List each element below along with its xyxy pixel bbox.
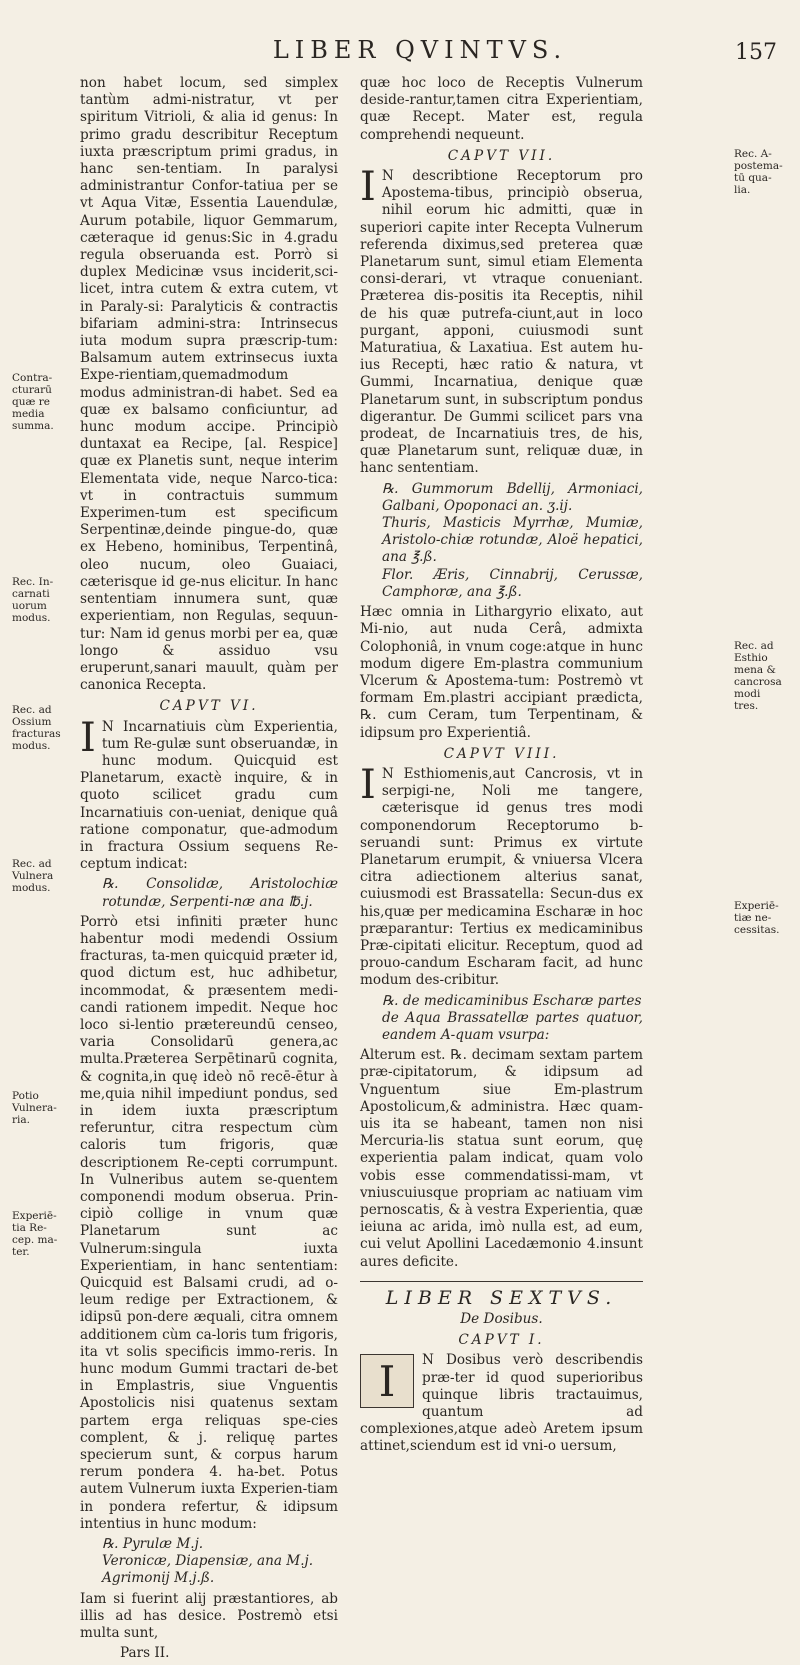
text-line: Veronicæ, Diapensiæ, ana M.j.: [102, 1553, 314, 1570]
text-line: Rec. A-: [734, 148, 772, 160]
text-line: cancrosa: [734, 676, 782, 688]
text-line: lia.: [734, 184, 751, 196]
ornamental-initial: I: [360, 1354, 414, 1408]
text-line: ter.: [12, 1246, 30, 1258]
section-divider: [360, 1281, 643, 1282]
chapter-heading: CAPVT VI.: [159, 698, 259, 715]
text-line: Thuris, Masticis Myrrhæ, Mumiæ, Aristolo-chiæ rotundæ, Aloë hepatici, ana ℥.ß.: [382, 515, 643, 566]
text-line: summa.: [12, 420, 54, 432]
text-line: Esthio: [734, 652, 768, 664]
text-line: media: [12, 408, 45, 420]
margin-note-esthiomena: [734, 640, 792, 712]
text-line: modi: [734, 688, 761, 700]
text-line: tū qua-: [734, 172, 772, 184]
text-line: Vulnera-: [12, 1102, 57, 1114]
book-title: LIBER SEXTVS.: [385, 1286, 618, 1309]
drop-capital: I: [80, 714, 96, 761]
text-line: Rec. ad: [12, 704, 52, 716]
text-line: tia Re-: [12, 1222, 47, 1234]
text-line: tiæ ne-: [734, 912, 772, 924]
text-line: Experiē-: [12, 1210, 57, 1222]
margin-note-vulnera: [12, 858, 70, 894]
margin-note-experientia: [12, 1210, 70, 1258]
recipe: [360, 481, 643, 601]
text-line: ℞. de medicaminibus Escharæ partes: [382, 992, 642, 1009]
margin-note-fracturas: [12, 704, 70, 752]
text-line: Rec. In-: [12, 576, 54, 588]
chapter-heading: CAPVT VII.: [447, 147, 556, 164]
text-line: cep. ma-: [12, 1234, 58, 1246]
text-line: Ossium: [12, 716, 52, 728]
text-line: fracturas: [12, 728, 61, 740]
paragraph: I N Esthiomenis,aut Cancrosis, vt in serpigi-ne, Noli me tangere, cæterisque id genus tres modi componendorum Receptorumo b-seruandi sunt: Primus ex virtute Planetarum erumpit, & vniuersa Vlcera citra adiectionem alterius sanat, cuiusmodi est Brassatella: Secun-dus ex his,quæ per medicamina Escharæ in hoc præparantur: Tertius ex medicaminibus Præ-cipitati elicitur. Receptum, quod ad prouo-candum Escharam facit, ad hunc modum des-cribitur.: [360, 761, 643, 989]
book-subtitle: De Dosibus.: [460, 1311, 543, 1328]
right-column: [360, 75, 643, 1459]
drop-capital: I: [360, 164, 376, 211]
chapter-heading: CAPVT VIII.: [443, 745, 560, 762]
recipe: [80, 1536, 338, 1588]
margin-note-potio: [12, 1090, 70, 1126]
paragraph: I N describtione Receptorum pro Apostema-tibus, principiò obserua, nihil eorum hic admitti, quæ in superiori capite inter Recepta Vulnerum referenda diximus,sed preterea quæ Planetarum sunt, simul etiam Elementa consi-derari, vt vtraque conueniant. Præterea dis-positis ita Receptis, nihil de his quæ putrefa-ciunt,aut in loco purgant, apponi, cuiusmodi sunt Maturatiua, & Laxatiua. Est autem hu-ius Recepti, hæc ratio & natura, vt Gummi, Incarnatiua, denique quæ Planetarum sunt, in subscriptum pondus digerantur. De Gummi scilicet pars vna prodeat, de Incarnatiuis tres, de his, quæ Planetarum sunt, reliquæ duæ, in hanc sententiam.: [360, 164, 643, 477]
recipe: ℞. Consolidæ, Aristolochiæ rotundæ, Serpenti-næ ana ℔.j.: [102, 876, 338, 910]
text-line: Flor. Æris, Cinnabrij, Cerussæ, Camphoræ, ana ℥.ß.: [382, 566, 643, 600]
text-line: de Aqua Brassatellæ partes quatuor, eandem A-quam vsurpa:: [382, 1009, 643, 1043]
paragraph: Hæc omnia in Lithargyrio elixato, aut Mi-nio, aut nuda Cerâ, admixta Colophoniâ, in vnum coge:atque in hunc modum digere Em-plastra communium Vlcerum & Apostema-tum: Postremò vt formam Em.plastri accipiant prædicta, ℞. cum Ceram, tum Terpentinam, & idipsum pro Experientiâ.: [360, 604, 643, 741]
paragraph: Iam si fuerint alij præstantiores, ab illis ad has desice. Postremò etsi multa sunt,: [80, 1590, 338, 1642]
text-line: cturarū: [12, 384, 52, 396]
text-line: Experiē-: [734, 900, 779, 912]
text-line: ℞. Gummorum Bdellij, Armoniaci, Galbani, Opoponaci an. ʒ.ij.: [382, 480, 643, 514]
text-line: postema-: [734, 160, 783, 172]
page-number: 157: [735, 40, 777, 65]
drop-capital: I: [360, 761, 376, 808]
text-line: quæ re: [12, 396, 50, 408]
paragraph: I N Incarnatiuis cùm Experientia, tum Re-gulæ sunt obseruandæ, in hunc modum. Quicquid est Planetarum, exactè inquire, & in quoto scilicet gradu cum Incarnatiuis con-ueniat, denique quâ ratione componatur, que-admodum in fractura Ossium sequens Re-ceptum indicat:: [80, 714, 338, 873]
text-line: modus.: [12, 882, 51, 894]
paragraph: I N Dosibus verò describendis præ-ter id quod superioribus quinque libris tractauimus, quantum ad complexiones,atque adeò Aretem ipsum attinet,sciendum est id vni-o uersum,: [360, 1352, 643, 1455]
paragraph: Porrò etsi infiniti præter hunc habentur modi medendi Ossium fracturas, ta-men quicquid præter id, quod dictum est, huc adhibetur, incommodat, & præsentem medi-candi rationem impedit. Neque hoc loco si-lentio prætereundū censeo, varia Consolidarū genera,ac multa.Præterea Serpētinarū cognita, & cognita,in quę ideò nō recē-ētur à me,quia nihil impediunt pondus, sed in idem iuxta præscriptum referuntur, citra respectum cùm caloris tum frigoris, quæ descriptionem Re-cepti corrumpunt. In Vulneribus autem se-quentem componendi modum obserua. Prin-cipiò collige in vnum quæ Planetarum sunt ac Vulnerum:singula iuxta Experientiam, in hanc sententiam: Quicquid est Balsami crudi, ad o-leum redige per Extractionem, & idipsū pon-dere æquali, citra omnem additionem cùm ca-loris tum frigoris, ita vt solis specificis immo-reris. In hunc modum Gummi tractari de-bet in Emplastris, siue Vnguentis Apostolicis nisi quatenus sextam partem erga reliquas spe-cies complent, & j. reliquę partes specierum sunt, & corpus harum rerum pondera 4. ha-bet. Potus autem Vulnerum iuxta Experien-tiam in pondera refertur, & idipsum intentius in hunc modum:: [80, 913, 338, 1532]
text-line: Contra-: [12, 372, 53, 384]
margin-note-apostemata: [734, 148, 792, 196]
recipe: [360, 993, 643, 1045]
paragraph: non habet locum, sed simplex tantùm admi-nistratur, vt per spiritum Vitrioli, & alia id genus: In primo gradu describitur Receptum iuxta præscriptum primi gradus, in hanc sen-tentiam. In paralysi administrantur Confor-tatiua per se vt Aqua Vitæ, Essentia Lauendulæ, Aurum potabile, liquor Gemmarum, cæteraque id genus:Sic in 4.gradu regula obseruanda est. Porrò si duplex Medicinæ vsus inciderit,sci-licet, intra cutem & extra cutem, vt in Paraly-si: Paralyticis & contractis bifariam admini-stra: Intrinsecus iuta modum supra præscrip-tum: Balsamum autem extrinsecus iuxta Expe-rientiam,quemadmodum modus administran-di habet. Sed ea quæ ex balsamo conficiuntur, ad hunc modum accipe. Principiò duntaxat ea Recipe, [al. Respice] quæ ex Planetis sunt, neque interim Elementata vide, neque Narco-tica: vt in contractuis summum Experimen-tum est specificum Serpentinæ,deinde pingue-do, quæ ex Hebeno, hominibus, Terpentinâ, oleo nucum, oleo Guaiaci, cæterisque id ge-nus elicitur. In hanc sententiam innumera sunt, quæ experientiam, non Regulas, sequun-tur: Nam id genus morbi per ea, quæ longo & assiduo vsu eruperunt,sanari mauult, quàm per canonica Recepta.: [80, 75, 338, 694]
text-line: ℞. Pyrulæ M.j.: [102, 1536, 204, 1553]
chapter-heading: CAPVT I.: [458, 1332, 545, 1349]
running-head: LIBER QVINTVS.: [272, 36, 568, 64]
margin-note-contractura: [12, 372, 70, 432]
text-line: uorum: [12, 600, 47, 612]
text-line: modus.: [12, 740, 51, 752]
text-line: Vulnera: [12, 870, 54, 882]
text-line: cessitas.: [734, 924, 780, 936]
text-line: tres.: [734, 700, 759, 712]
signature-mark: Pars II.: [120, 1645, 170, 1662]
text-line: modus.: [12, 612, 51, 624]
left-column: [80, 75, 338, 1665]
text-line: Rec. ad: [12, 858, 52, 870]
text-line: Potio: [12, 1090, 39, 1102]
text-line: carnati: [12, 588, 50, 600]
text-line: Rec. ad: [734, 640, 774, 652]
text-line: mena &: [734, 664, 776, 676]
margin-note-incarnati: [12, 576, 70, 624]
paragraph: Alterum est. ℞. decimam sextam partem præ-cipitatorum, & idipsum ad Vnguentum siue Em-plastrum Apostolicum,& administra. Hæc quam-uis ita se habeant, tamen non nisi Mercuria-lis statua sunt eorum, quę experientia palam indicat, quam volo vobis esse commendatissi-mam, vt vniuscuiusque propriam ac natiuam vim pernoscatis, & à vestra Experientia, quæ ieiuna ac arida, imò nulla est, ad eum, cui velut Apollini Lacedæmonio 4.insunt aures deficite.: [360, 1047, 644, 1270]
text-line: Agrimonij M.j.ß.: [102, 1570, 215, 1587]
margin-note-necessitas: [734, 900, 792, 936]
paragraph: quæ hoc loco de Receptis Vulnerum deside-rantur,tamen citra Experientiam, quæ Recept. Mater est, regula comprehendi nequeunt.: [360, 75, 643, 143]
text-line: ria.: [12, 1114, 30, 1126]
